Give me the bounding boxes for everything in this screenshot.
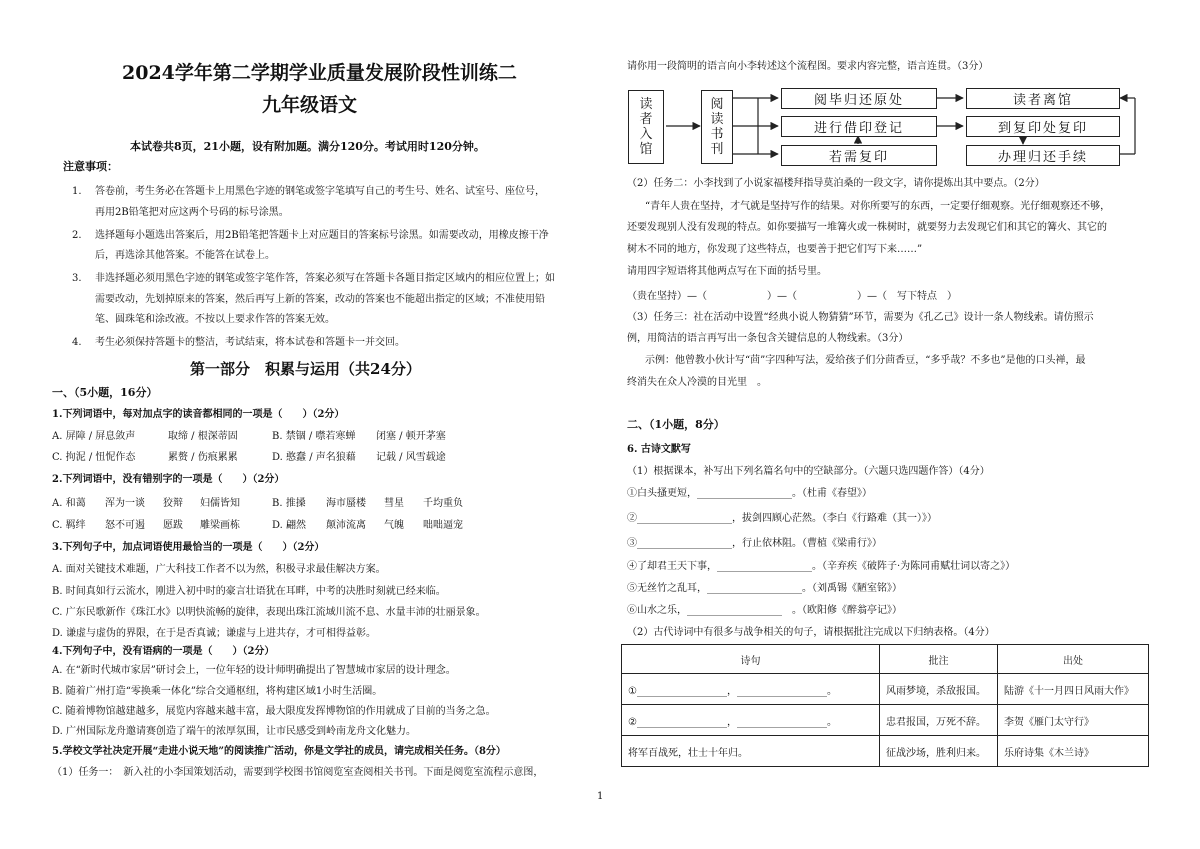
exam-title: 2024学年第二学期学业质量发展阶段性训练二	[122, 62, 517, 84]
flow-char: 刊	[710, 142, 724, 157]
q2-option: 浑为一谈	[105, 498, 145, 509]
table-row	[622, 736, 1149, 767]
question-5: 5.学校文学社决定开展“走进小说天地”的阅读推广活动，你是文学社的成员，请完成相关任务。（8分）	[52, 746, 506, 757]
q1-option: 累赘 / 伤痕累累	[168, 452, 238, 463]
cell-verse: ①__________________，__________________。	[622, 674, 880, 705]
task2-quote-line: 树木不同的地方，你发现了这些特点，也要善于把它们写下来……”	[627, 244, 923, 255]
q3-option: C. 广东民歌新作《珠江水》以明快流畅的旋律，表现出珠江流域川流不息、水量丰沛的壮丽景象。	[52, 607, 486, 618]
question-4: 4.下列句子中，没有语病的一项是（ ）（2分）	[52, 646, 275, 657]
poem-table	[621, 644, 1149, 767]
q2-option: 海市蜃楼	[326, 498, 366, 509]
poem-blank-item: ②___________________，拔剑四顾心茫然。（李白《行路难（其一）》）	[627, 513, 937, 524]
q1-option: 取缔 / 根深蒂固	[168, 431, 238, 442]
q3-option: D. 谦虚与虚伪的界限，在于是否真诚；谦虚与上进共存，才可相得益彰。	[52, 628, 377, 639]
q2-option: 愿跋	[163, 520, 183, 531]
example-line: 终消失在众人冷漠的目光里 。	[627, 377, 767, 388]
q4-option: B. 随着广州打造“零换乘一体化”综合交通枢纽，将构建区域1小时生活圈。	[52, 686, 383, 697]
task2-quote-line: “青年人贵在坚持，才气就是坚持写作的结果。对你所要写的东西，一定要仔细观察。光仔细观察还不够，	[645, 201, 1111, 212]
poem-blank-item: ①白头搔更短，___________________。（杜甫《春望》）	[627, 488, 872, 499]
flow-char: 读	[710, 112, 724, 127]
notice-num: 2.	[72, 230, 82, 241]
flow-box-procedure: 办理归还手续	[966, 145, 1120, 166]
q2-option: 气魄	[384, 520, 404, 531]
flow-char: 馆	[639, 142, 653, 157]
flow-char: 者	[639, 112, 653, 127]
q2-option: B. 推搡	[272, 498, 306, 509]
flow-box-register: 进行借印登记	[781, 116, 937, 137]
task2-quote-line: 还要发现别人没有发现的特点。如你要描写一堆篝火或一株树时，就要努力去发现它们和其它的篝火、其它的	[627, 222, 1107, 233]
q6-part2: （2）古代诗词中有很多与战争相关的句子，请根据批注完成以下归纳表格。（4分）	[627, 627, 995, 638]
flow-box-leave: 读者离馆	[966, 88, 1120, 109]
flow-start-box	[628, 90, 664, 164]
col-header-source: 出处	[998, 645, 1149, 674]
q1-option: A. 屏障 / 屏息敛声	[52, 431, 136, 442]
q2-option: 千均重负	[423, 498, 463, 509]
cell-source: 乐府诗集《木兰诗》	[998, 736, 1149, 767]
question-6: 6. 古诗文默写	[627, 444, 691, 455]
q2-option: D. 翩然	[272, 520, 307, 531]
cell-verse: ②__________________，__________________。	[622, 705, 880, 736]
q4-option: A. 在“新时代城市家居”研讨会上，一位年轻的设计师明确提出了智慧城市家居的设计理念。	[52, 665, 456, 676]
q1-option: 记载 / 风雪载途	[376, 452, 446, 463]
q6-part1: （1）根据课本，补写出下列名篇名句中的空缺部分。（六题只选四题作答）（4分）	[627, 466, 990, 477]
table-row	[622, 705, 1149, 736]
q2-option: 雕梁画栋	[200, 520, 240, 531]
q1-option: C. 拘泥 / 忸怩作态	[52, 452, 136, 463]
q2-option: 彗星	[384, 498, 404, 509]
poem-blank-item: ④了却君王天下事，___________________。（辛弃疾《破阵子·为陈同甫赋壮词以寄之》）	[627, 561, 1016, 572]
example-line: 示例：他曾教小伙计写“茴”字四种写法，爱给孩子们分茴香豆，“多乎哉？不多也”是他的口头禅，最	[645, 355, 1086, 366]
flow-char: 书	[710, 127, 724, 142]
notice-line: 再用2B铅笔把对应这两个号码的标号涂黑。	[95, 207, 289, 218]
flow-instruction: 请你用一段简明的语言向小李转述这个流程图。要求内容完整，语言连贯。（3分）	[627, 61, 989, 72]
notice-heading: 注意事项：	[63, 160, 118, 173]
cell-source: 陆游《十一月四日风雨大作》	[998, 674, 1149, 705]
col-header-note: 批注	[880, 645, 998, 674]
task3-line: （3）任务三：社在活动中设置“经典小说人物猜猜”环节，需要为《孔乙己》设计一条人物线索。请仿照示	[627, 312, 1094, 323]
poem-blank-item: ⑤无丝竹之乱耳，___________________。（刘禹锡《陋室铭》）	[627, 583, 902, 594]
q1-option: 闭塞 / 顿开茅塞	[376, 431, 446, 442]
exam-subtitle: 九年级语文	[262, 94, 358, 116]
question-2: 2.下列词语中，没有错别字的一项是（ ）（2分）	[52, 474, 285, 485]
col-header-verse: 诗句	[622, 645, 880, 674]
poem-blank-item: ③___________________，行止依林阻。（曹植《梁甫行》）	[627, 538, 882, 549]
flow-char: 阅	[710, 97, 724, 112]
cell-note: 风雨梦境，杀敌报国。	[880, 674, 998, 705]
q2-option: 颠沛流离	[326, 520, 366, 531]
exam-intro: 本试卷共8页，21小题，设有附加题。满分120分。考试用时120分钟。	[130, 140, 485, 153]
notice-line: 考生必须保持答题卡的整洁，考试结束，将本试卷和答题卡一并交回。	[95, 337, 405, 348]
notice-line: 答卷前，考生务必在答题卡上用黑色字迹的钢笔或签字笔填写自己的考生号、姓名、试室号、座位号，	[95, 186, 545, 197]
task2-requirement: 请用四字短语将其他两点写在下面的括号里。	[627, 266, 827, 277]
q2-option: A. 和蔼	[52, 498, 86, 509]
flow-char: 读	[639, 97, 653, 112]
cell-note: 忠君报国，万死不辞。	[880, 705, 998, 736]
q3-option: A. 面对关键技术难题，广大科技工作者不以为然，积极寻求最佳解决方案。	[52, 564, 386, 575]
notice-num: 4.	[72, 337, 82, 348]
table-row	[622, 674, 1149, 705]
q1-option: D. 憨蠢 / 声名狼藉	[272, 452, 356, 463]
flow-box-copy: 到复印处复印	[966, 116, 1120, 137]
poem-blank-item: ⑥山水之乐，___________________ 。（欧阳修《醉翁亭记》）	[627, 605, 902, 616]
section-two-heading: 二、（1小题，8分）	[627, 418, 725, 431]
notice-line: 笔、圆珠笔和涂改液。不按以上要求作答的答案无效。	[95, 314, 335, 325]
q4-option: D. 广州国际龙舟邀请赛创造了端午的浓厚氛围，让市民感受到岭南龙舟文化魅力。	[52, 726, 417, 737]
cell-source: 李贺《雁门太守行》	[998, 705, 1149, 736]
q2-option: 妇儒皆知	[200, 498, 240, 509]
page-number: 1	[597, 791, 604, 802]
cell-note: 征战沙场，胜利归来。	[880, 736, 998, 767]
q2-option: C. 羁绊	[52, 520, 86, 531]
notice-line: 需要改动，先划掉原来的答案，然后再写上新的答案，改动的答案也不能超出指定的区域；不准使用铅	[95, 294, 545, 305]
task3-line: 例，用简洁的语言再写出一条包含关键信息的人物线索。（3分）	[627, 333, 909, 344]
q2-option: 狡辩	[163, 498, 183, 509]
notice-num: 1.	[72, 186, 82, 197]
poem-table-header	[622, 645, 1149, 674]
q2-option: 怒不可遏	[105, 520, 145, 531]
flow-read-box	[701, 90, 733, 164]
notice-line: 非选择题必须用黑色字迹的钢笔或签字笔作答，答案必须写在答题卡各题目指定区域内的相应位置上；如	[95, 273, 555, 284]
q3-option: B. 时间真如行云流水，刚进入初中时的豪言壮语犹在耳畔，中考的决胜时刻就已经来临。	[52, 586, 446, 597]
question-3: 3.下列句子中，加点词语使用最恰当的一项是（ ）（2分）	[52, 542, 325, 553]
part-one-heading: 第一部分 积累与运用（共24分）	[190, 360, 421, 378]
notice-line: 后，再选涂其他答案。不能答在试卷上。	[95, 250, 275, 261]
notice-line: 选择题每小题选出答案后，用2B铅笔把答题卡上对应题目的答案标号涂黑。如需要改动，用橡皮擦干净	[95, 230, 549, 241]
notice-num: 3.	[72, 273, 82, 284]
flow-char: 入	[639, 127, 653, 142]
question-1: 1.下列词语中，每对加点字的读音都相同的一项是（ ）（2分）	[52, 409, 345, 420]
q2-option: 咄咄逼宠	[423, 520, 463, 531]
q4-option: C. 随着博物馆越建越多，展览内容越来越丰富，最大限度发挥博物馆的作用就成了目前的当务之急。	[52, 706, 496, 717]
q1-option: B. 禁锢 / 噤若寒蝉	[272, 431, 356, 442]
section-one-heading: 一、（5小题，16分）	[52, 386, 158, 399]
task2-answer-blanks: （贵在坚持）—（ ）—（ ）—（ 写下特点 ）	[627, 291, 957, 302]
q5-task1: （1）任务一： 新入社的小李国策划活动，需要到学校图书馆阅览室查阅相关书刊。下面是阅览室流程示意图，	[52, 767, 544, 778]
task2-heading: （2）任务二：小李找到了小说家福楼拜指导莫泊桑的一段文字，请你提炼出其中要点。（2分）	[627, 178, 1045, 189]
flow-box-return: 阅毕归还原处	[781, 88, 937, 109]
flow-box-copy-needed: 若需复印	[781, 145, 937, 166]
cell-verse: 将军百战死，壮士十年归。	[622, 736, 880, 767]
